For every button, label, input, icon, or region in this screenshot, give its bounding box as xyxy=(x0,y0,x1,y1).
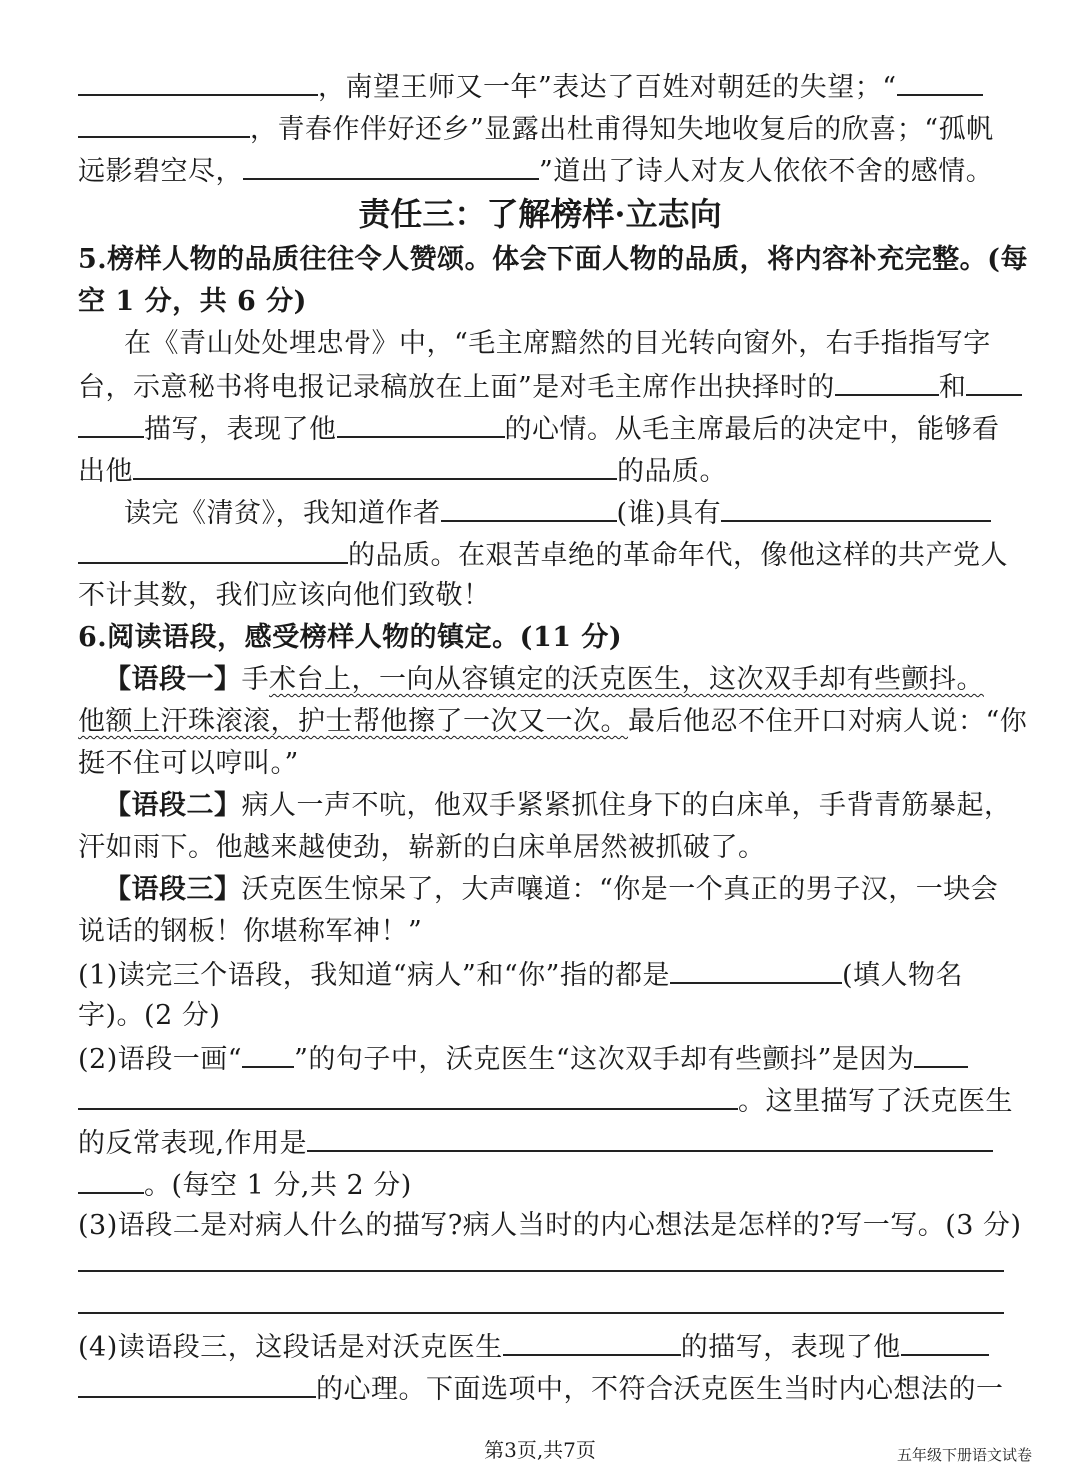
blank[interactable] xyxy=(914,1038,968,1068)
q6-title: 6.阅读语段，感受榜样人物的镇定。(11 分) xyxy=(78,622,623,653)
q6-seg1-line-2 xyxy=(78,702,1028,742)
blank[interactable] xyxy=(901,1326,989,1356)
q5-p1-line-2 xyxy=(78,366,1004,406)
blank[interactable] xyxy=(503,1326,681,1356)
q6-sub3-line: (3)语段二是对病人什么的描写?病人当时的内心想法是怎样的?写一写。(3 分) xyxy=(78,1210,1022,1241)
wavy-underlined-sentence: 术台上，一向从容镇定的沃克医生，这次双手却有些颤抖。 xyxy=(269,664,984,695)
text: 出他 xyxy=(78,456,133,487)
text: (填人物名 xyxy=(841,960,964,991)
text: (2)语段一画“ xyxy=(78,1044,243,1075)
text: 的品质。 xyxy=(617,456,727,487)
q5-p2-line-3: 不计其数，我们应该向他们致敬！ xyxy=(78,580,491,611)
q6-sub2-line-4 xyxy=(78,1164,1004,1204)
blank[interactable] xyxy=(78,1080,738,1110)
blank[interactable] xyxy=(670,954,842,984)
text: 和 xyxy=(938,372,967,403)
text: 。(每空 1 分,共 2 分) xyxy=(144,1170,412,1201)
blank[interactable] xyxy=(441,492,617,522)
blank[interactable] xyxy=(835,366,939,396)
blank[interactable] xyxy=(78,66,318,96)
text: (谁)具有 xyxy=(616,498,722,529)
blank[interactable] xyxy=(721,492,991,522)
text: 的心情。从毛主席最后的决定中，能够看 xyxy=(504,414,1000,445)
exam-title: 五年级下册语文试卷 xyxy=(896,1446,1032,1464)
page-number: 第3页,共7页 xyxy=(484,1438,596,1462)
text: 手 xyxy=(241,664,269,695)
q6-seg3-line-2: 说话的钢板！你堪称军神！” xyxy=(78,916,423,947)
q6-sub1-line-2: 字)。(2 分) xyxy=(78,1000,221,1031)
text: 的反常表现,作用是 xyxy=(78,1128,308,1159)
answer-line[interactable] xyxy=(78,1312,1004,1314)
q6-seg1-line-3: 挺不住可以哼叫。” xyxy=(78,748,299,779)
q6-sub2-line-1 xyxy=(78,1038,1004,1078)
underline-mark xyxy=(242,1038,294,1068)
q6-sub4-line-1 xyxy=(78,1326,1004,1366)
blank[interactable] xyxy=(133,450,617,480)
blank[interactable] xyxy=(78,534,348,564)
text: 最后他忍不住开口对病人说：“你 xyxy=(628,706,1028,737)
poem-line-3 xyxy=(78,150,1004,190)
q6-sub2-line-3 xyxy=(78,1122,1004,1162)
text: 病人一声不吭，他双手紧紧抓住身下的白床单，手背青筋暴起， xyxy=(241,790,1012,821)
section-title: 责任三：了解榜样·立志向 xyxy=(358,195,722,233)
wavy-underlined-sentence: 他额上汗珠滚滚，护士帮他擦了一次又一次。 xyxy=(78,706,628,737)
text: 远影碧空尽， xyxy=(78,156,243,187)
text: ，南望王师又一年”表达了百姓对朝廷的失望；“ xyxy=(318,72,897,103)
q5-p1-line-3 xyxy=(78,408,1004,448)
blank[interactable] xyxy=(307,1122,993,1152)
text: 的心理。下面选项中，不符合沃克医生当时内心想法的一 xyxy=(316,1374,1004,1405)
q6-seg1-line-1 xyxy=(78,660,1004,700)
q6-sub1-line-1 xyxy=(78,954,1004,994)
q5-p2-line-2 xyxy=(78,534,1008,574)
q5-p2-line-1 xyxy=(78,492,1004,532)
blank[interactable] xyxy=(337,408,505,438)
text: ”道出了诗人对友人依依不舍的感情。 xyxy=(539,156,994,187)
text: 沃克医生惊呆了，大声嚷道：“你是一个真正的男子汉，一块会 xyxy=(241,874,999,905)
blank[interactable] xyxy=(78,1368,316,1398)
blank[interactable] xyxy=(243,150,539,180)
blank[interactable] xyxy=(78,408,144,438)
text: 台，示意秘书将电报记录稿放在上面”是对毛主席作出抉择时的 xyxy=(78,372,835,403)
blank[interactable] xyxy=(78,1164,144,1194)
text: 的描写，表现了他 xyxy=(680,1332,901,1363)
q5-p1-line-4 xyxy=(78,450,1004,490)
text: 的品质。在艰苦卓绝的革命年代，像他这样的共产党人 xyxy=(348,540,1008,571)
text: 。这里描写了沃克医生 xyxy=(738,1086,1013,1117)
q6-sub2-line-2 xyxy=(78,1080,1013,1120)
poem-line-1 xyxy=(78,66,1004,106)
q5-p1-line-1: 在《青山处处埋忠骨》中，“毛主席黯然的目光转向窗外，右手指指写字 xyxy=(124,328,991,359)
blank[interactable] xyxy=(897,66,983,96)
q6-seg3-line-1 xyxy=(78,870,1004,910)
q5-title-line-1: 5.榜样人物的品质往往令人赞颂。体会下面人物的品质，将内容补充完整。(每 xyxy=(78,244,1028,275)
q6-seg2-line-1 xyxy=(78,786,1012,826)
seg2-label: 【语段二】 xyxy=(104,790,242,821)
seg1-label: 【语段一】 xyxy=(104,664,242,695)
q5-title-line-2: 空 1 分，共 6 分) xyxy=(78,286,307,317)
q6-sub4-line-2 xyxy=(78,1368,1004,1408)
poem-line-2 xyxy=(78,108,1004,148)
blank[interactable] xyxy=(966,366,1022,396)
text: 读完《清贫》，我知道作者 xyxy=(124,498,441,529)
text: (1)读完三个语段，我知道“病人”和“你”指的都是 xyxy=(78,960,670,991)
answer-line[interactable] xyxy=(78,1270,1004,1272)
text: ”的句子中，沃克医生“这次双手却有些颤抖”是因为 xyxy=(294,1044,915,1075)
seg3-label: 【语段三】 xyxy=(104,874,242,905)
q6-seg2-line-2: 汗如雨下。他越来越使劲，崭新的白床单居然被抓破了。 xyxy=(78,832,766,863)
text: (4)读语段三，这段话是对沃克医生 xyxy=(78,1332,503,1363)
text: 描写，表现了他 xyxy=(144,414,337,445)
blank[interactable] xyxy=(78,108,250,138)
text: ，青春作伴好还乡”显露出杜甫得知失地收复后的欣喜；“孤帆 xyxy=(250,114,994,145)
